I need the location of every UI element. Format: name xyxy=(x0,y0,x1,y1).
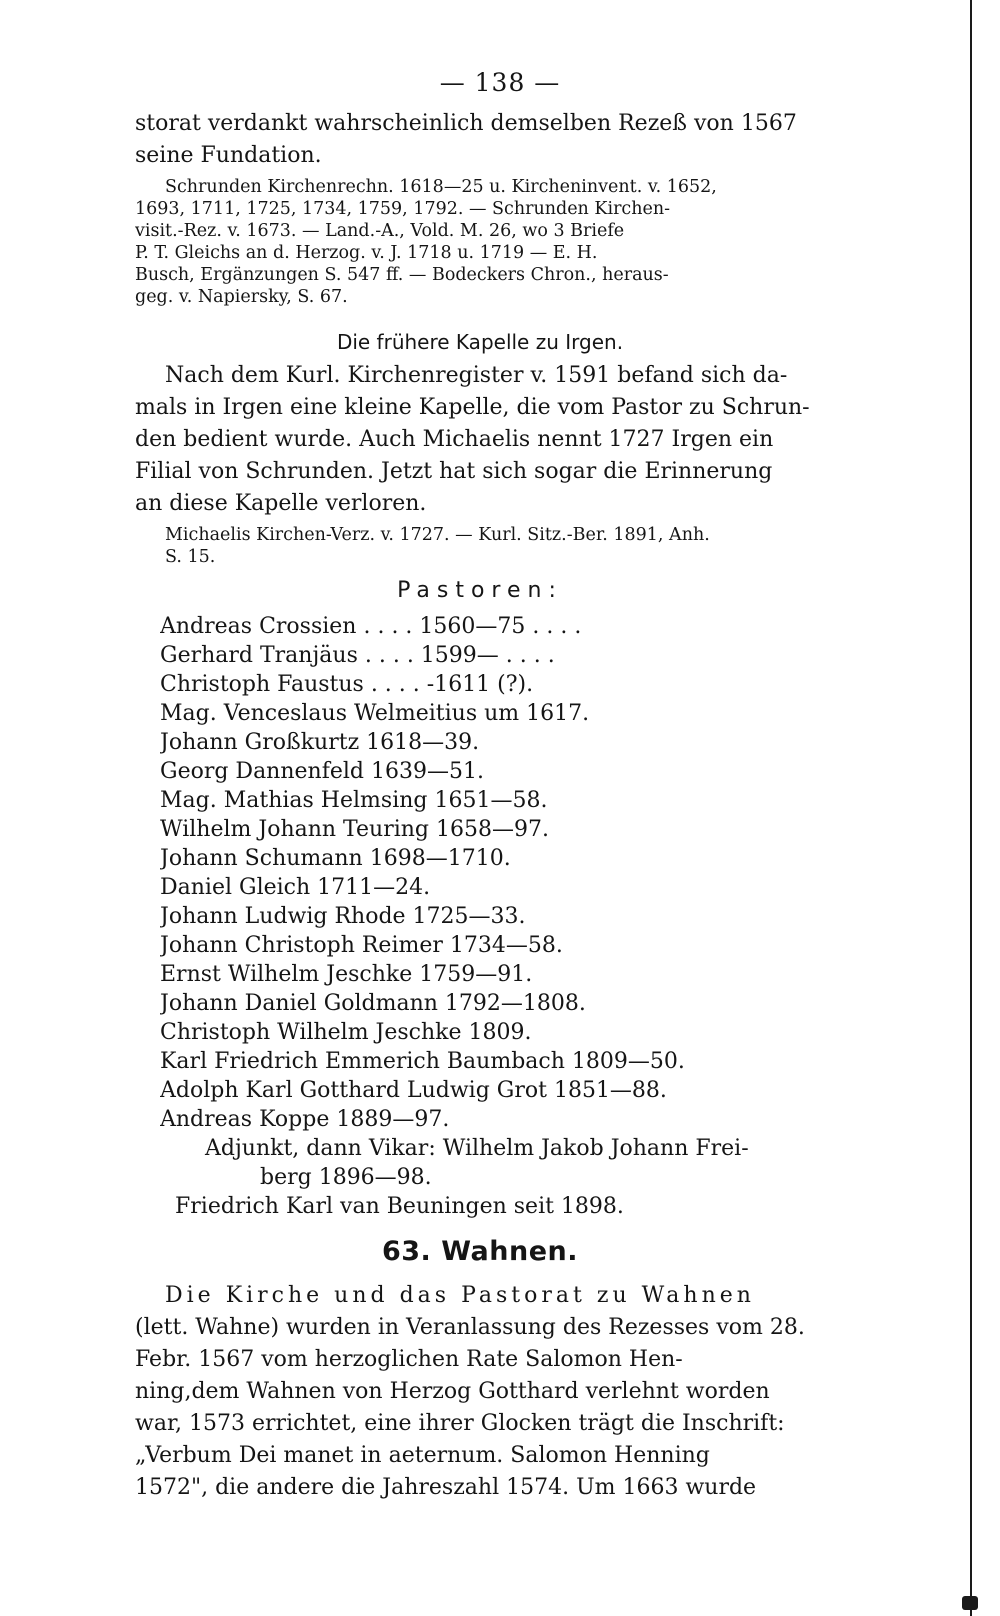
source-line: geg. v. Napiersky, S. 67. xyxy=(135,287,348,307)
pastor-entry: Friedrich Karl van Beuningen seit 1898. xyxy=(175,1194,624,1219)
section-title: Die frühere Kapelle zu Irgen. xyxy=(336,330,624,354)
text-line: an diese Kapelle verloren. xyxy=(135,491,427,516)
source-line: Schrunden Kirchenrechn. 1618—25 u. Kircheninvent. v. 1652, xyxy=(165,177,717,197)
pastor-list xyxy=(160,612,860,1221)
text-line: Die Kirche und das Pastorat zu Wahnen xyxy=(165,1283,755,1308)
pastor-entry: Mag. Venceslaus Welmeitius um 1617. xyxy=(160,701,590,726)
pastor-entry: Johann Ludwig Rhode 1725—33. xyxy=(160,904,526,929)
text-line: Febr. 1567 vom herzoglichen Rate Salomon Hen- xyxy=(135,1347,683,1372)
pastor-entry: Andreas Koppe 1889—97. xyxy=(160,1107,450,1132)
source-line: S. 15. xyxy=(165,547,216,567)
pastor-entry: Johann Schumann 1698—1710. xyxy=(160,846,511,871)
adjunkt-entry: berg 1896—98. xyxy=(260,1165,432,1190)
pastor-entry: Karl Friedrich Emmerich Baumbach 1809—50. xyxy=(160,1049,685,1074)
pastors-heading: Pastoren: xyxy=(397,578,563,603)
pastor-entry: Daniel Gleich 1711—24. xyxy=(160,875,431,900)
text-line: seine Fundation. xyxy=(135,143,322,168)
pastor-entry: Johann Daniel Goldmann 1792—1808. xyxy=(160,991,586,1016)
text-line: mals in Irgen eine kleine Kapelle, die vom Pastor zu Schrun- xyxy=(135,395,810,420)
pastor-entry: Christoph Faustus . . . . -1611 (?). xyxy=(160,672,534,697)
pastor-entry: Gerhard Tranjäus . . . . 1599— . . . . xyxy=(160,643,555,668)
source-line: visit.-Rez. v. 1673. — Land.-A., Vold. M. 26, wo 3 Briefe xyxy=(135,221,625,241)
text-line: „Verbum Dei manet in aeternum. Salomon Henning xyxy=(135,1443,710,1468)
pastor-entry: Adolph Karl Gotthard Ludwig Grot 1851—88. xyxy=(160,1078,667,1103)
pastor-entry: Ernst Wilhelm Jeschke 1759—91. xyxy=(160,962,533,987)
sources-note-2 xyxy=(135,524,845,568)
pastor-entry: Andreas Crossien . . . . 1560—75 . . . . xyxy=(160,614,582,639)
intro-paragraph xyxy=(135,108,845,172)
pastor-entry: Johann Großkurtz 1618—39. xyxy=(160,730,480,755)
pastor-entry: Georg Dannenfeld 1639—51. xyxy=(160,759,484,784)
text-line: den bedient wurde. Auch Michaelis nennt 1727 Irgen ein xyxy=(135,427,774,452)
wahnen-paragraph xyxy=(135,1280,845,1504)
pastor-entry: Christoph Wilhelm Jeschke 1809. xyxy=(160,1020,532,1045)
source-line: Michaelis Kirchen-Verz. v. 1727. — Kurl. Sitz.-Ber. 1891, Anh. xyxy=(165,525,710,545)
kapelle-paragraph xyxy=(135,360,845,520)
source-line: 1693, 1711, 1725, 1734, 1759, 1792. — Schrunden Kirchen- xyxy=(135,199,671,219)
source-line: P. T. Gleichs an d. Herzog. v. J. 1718 u. 1719 — E. H. xyxy=(135,243,598,263)
text-line: 1572", die andere die Jahreszahl 1574. Um 1663 wurde xyxy=(135,1475,757,1500)
page-number: — 138 — xyxy=(439,68,561,97)
text-line: storat verdankt wahrscheinlich demselben Rezeß von 1567 xyxy=(135,111,797,136)
text-line: ning,dem Wahnen von Herzog Gotthard verlehnt worden xyxy=(135,1379,770,1404)
pastor-entry: Wilhelm Johann Teuring 1658—97. xyxy=(160,817,549,842)
adjunkt-entry: Adjunkt, dann Vikar: Wilhelm Jakob Johann Frei- xyxy=(205,1136,749,1161)
pastor-entry: Mag. Mathias Helmsing 1651—58. xyxy=(160,788,548,813)
page-edge-mark xyxy=(962,1596,978,1610)
text-line: Filial von Schrunden. Jetzt hat sich sogar die Erinnerung xyxy=(135,459,773,484)
page-edge-line xyxy=(970,0,972,1616)
text-line: Nach dem Kurl. Kirchenregister v. 1591 befand sich da- xyxy=(165,363,788,388)
chapter-title: 63. Wahnen. xyxy=(381,1236,578,1267)
text-line: (lett. Wahne) wurden in Veranlassung des Rezesses vom 28. xyxy=(135,1315,805,1340)
sources-note-1 xyxy=(135,176,845,308)
source-line: Busch, Ergänzungen S. 547 ff. — Bodeckers Chron., heraus- xyxy=(135,265,669,285)
text-line: war, 1573 errichtet, eine ihrer Glocken trägt die Inschrift: xyxy=(135,1411,785,1436)
pastor-entry: Johann Christoph Reimer 1734—58. xyxy=(160,933,563,958)
